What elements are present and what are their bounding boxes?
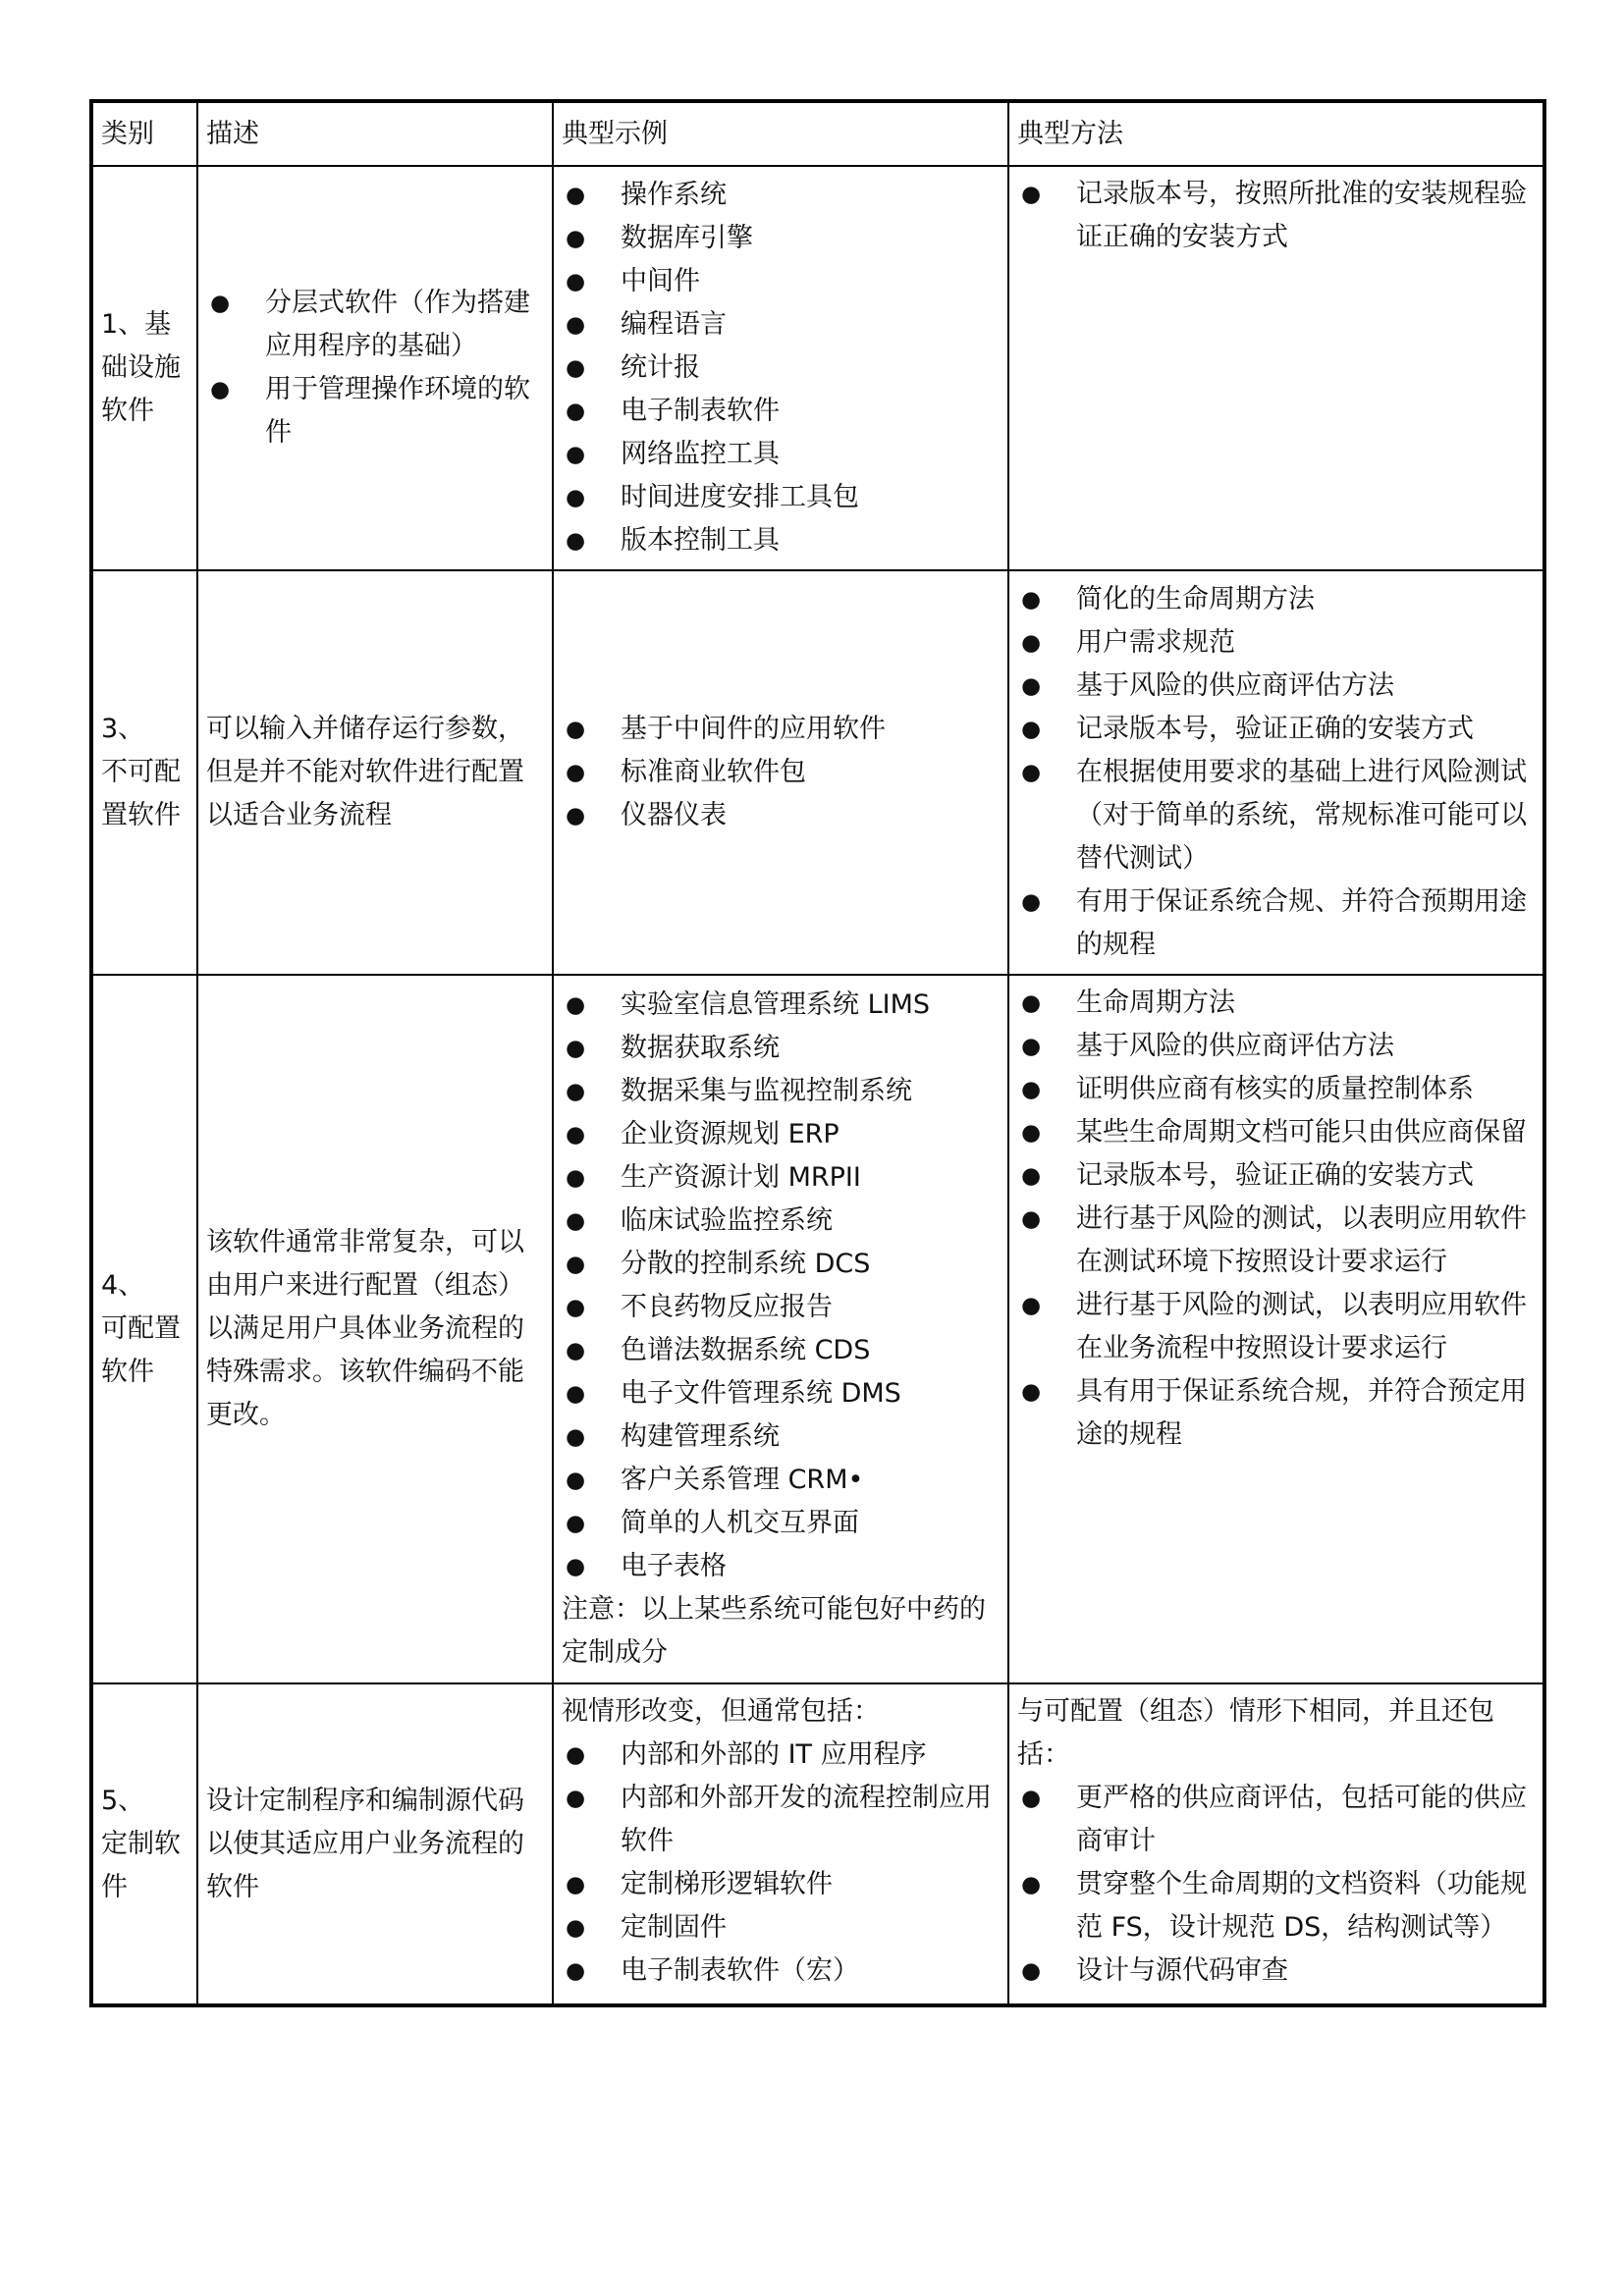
bullet-icon: ● bbox=[1021, 1077, 1042, 1102]
list-item bbox=[1017, 578, 1535, 621]
methods-list bbox=[1017, 1777, 1535, 1993]
list-item-text: 操作系统 bbox=[621, 180, 727, 210]
list-item-text: 生命周期方法 bbox=[1076, 988, 1235, 1018]
list-item-text: 分散的控制系统 DCS bbox=[621, 1249, 871, 1279]
bullet-icon: ● bbox=[566, 1295, 586, 1320]
bullet-icon: ● bbox=[1021, 1293, 1042, 1318]
methods-list bbox=[1017, 578, 1535, 967]
bullet-icon: ● bbox=[566, 1208, 586, 1234]
bullet-icon: ● bbox=[566, 1915, 586, 1941]
description-cell bbox=[197, 1683, 553, 2005]
list-item bbox=[562, 260, 1000, 303]
bullet-icon: ● bbox=[566, 1872, 586, 1897]
bullet-icon: ● bbox=[1021, 717, 1042, 742]
methods-intro: 与可配置（组态）情形下相同，并且还包括： bbox=[1017, 1696, 1494, 1770]
bullet-icon: ● bbox=[1021, 1034, 1042, 1059]
list-item bbox=[562, 1156, 1000, 1200]
examples-cell bbox=[553, 570, 1008, 975]
list-item bbox=[1017, 1370, 1535, 1457]
list-item-text: 仪器仪表 bbox=[621, 800, 727, 830]
list-item-text: 分层式软件（作为搭建应用程序的基础） bbox=[265, 288, 530, 361]
methods-cell bbox=[1008, 975, 1544, 1683]
bullet-icon: ● bbox=[210, 377, 231, 402]
bullet-icon: ● bbox=[566, 1424, 586, 1450]
bullet-icon: ● bbox=[1021, 889, 1042, 915]
list-item-text: 统计报 bbox=[621, 352, 700, 383]
list-item-text: 企业资源规划 ERP bbox=[621, 1119, 839, 1149]
list-item-text: 贯穿整个生命周期的文档资料（功能规范 FS，设计规范 DS，结构测试等） bbox=[1076, 1869, 1527, 1943]
list-item bbox=[1017, 982, 1535, 1025]
list-item bbox=[562, 347, 1000, 390]
list-item bbox=[206, 368, 544, 454]
list-item-text: 用于管理操作环境的软件 bbox=[265, 374, 530, 448]
bullet-icon: ● bbox=[1021, 673, 1042, 699]
list-item-text: 记录版本号，按照所批准的安装规程验证正确的安装方式 bbox=[1076, 179, 1527, 252]
list-item bbox=[1017, 1949, 1535, 1993]
list-item bbox=[562, 794, 1000, 837]
bullet-icon: ● bbox=[566, 1742, 586, 1768]
list-item-text: 定制梯形逻辑软件 bbox=[621, 1869, 833, 1899]
list-item bbox=[562, 1372, 1000, 1415]
list-item-text: 网络监控工具 bbox=[621, 439, 780, 469]
bullet-icon: ● bbox=[566, 1554, 586, 1579]
list-item-text: 色谱法数据系统 CDS bbox=[621, 1335, 871, 1365]
methods-list bbox=[1017, 173, 1535, 259]
list-item-text: 记录版本号，验证正确的安装方式 bbox=[1076, 1160, 1474, 1191]
list-item-text: 编程语言 bbox=[621, 309, 727, 340]
list-item bbox=[1017, 1025, 1535, 1068]
list-item bbox=[562, 1777, 1000, 1863]
bullet-icon: ● bbox=[1021, 630, 1042, 656]
bullet-icon: ● bbox=[566, 1036, 586, 1061]
bullet-icon: ● bbox=[566, 442, 586, 467]
list-item bbox=[1017, 1154, 1535, 1198]
list-item bbox=[562, 174, 1000, 217]
list-item bbox=[562, 708, 1000, 751]
description-cell bbox=[197, 975, 553, 1683]
list-item-text: 简单的人机交互界面 bbox=[621, 1508, 859, 1538]
bullet-icon: ● bbox=[566, 183, 586, 208]
bullet-icon: ● bbox=[1021, 1163, 1042, 1189]
examples-intro: 视情形改变，但通常包括： bbox=[562, 1696, 880, 1727]
list-item-text: 标准商业软件包 bbox=[621, 757, 806, 787]
methods-cell bbox=[1008, 570, 1544, 975]
bullet-icon: ● bbox=[566, 1468, 586, 1493]
bullet-icon: ● bbox=[566, 760, 586, 785]
bullet-icon: ● bbox=[566, 399, 586, 424]
bullet-icon: ● bbox=[566, 1958, 586, 1984]
bullet-icon: ● bbox=[1021, 760, 1042, 785]
table-header-row bbox=[91, 101, 1544, 166]
category-label: 3、 不可配置软件 bbox=[101, 714, 181, 830]
list-item bbox=[562, 1949, 1000, 1993]
description-text: 该软件通常非常复杂，可以由用户来进行配置（组态）以满足用户具体业务流程的特殊需求。该软件编码不能更改。 bbox=[206, 1227, 524, 1430]
list-item-text: 不良药物反应报告 bbox=[621, 1292, 833, 1322]
methods-list bbox=[1017, 982, 1535, 1457]
examples-cell bbox=[553, 166, 1008, 570]
table-row bbox=[91, 166, 1544, 570]
bullet-icon: ● bbox=[566, 1786, 586, 1811]
list-item bbox=[562, 1027, 1000, 1070]
bullet-icon: ● bbox=[566, 1122, 586, 1148]
bullet-icon: ● bbox=[566, 1511, 586, 1536]
list-item-text: 基于风险的供应商评估方法 bbox=[1076, 1031, 1394, 1061]
list-item-text: 定制固件 bbox=[621, 1912, 727, 1943]
list-item bbox=[562, 1459, 1000, 1502]
bullet-icon: ● bbox=[1021, 990, 1042, 1016]
list-item-text: 电子制表软件 bbox=[621, 396, 780, 426]
list-item-text: 电子文件管理系统 DMS bbox=[621, 1378, 901, 1409]
list-item-text: 实验室信息管理系统 LIMS bbox=[621, 989, 931, 1020]
list-item-text: 客户关系管理 CRM• bbox=[621, 1465, 864, 1495]
software-category-table bbox=[89, 99, 1546, 2007]
list-item-text: 设计与源代码审查 bbox=[1076, 1955, 1288, 1986]
header-description: 描述 bbox=[197, 101, 553, 166]
list-item bbox=[1017, 751, 1535, 881]
bullet-icon: ● bbox=[566, 226, 586, 251]
table-row bbox=[91, 1683, 1544, 2005]
list-item bbox=[1017, 173, 1535, 259]
list-item-text: 临床试验监控系统 bbox=[621, 1205, 833, 1236]
list-item-text: 证明供应商有核实的质量控制体系 bbox=[1076, 1074, 1474, 1104]
list-item-text: 基于中间件的应用软件 bbox=[621, 714, 886, 744]
list-item-text: 内部和外部的 IT 应用程序 bbox=[621, 1739, 927, 1770]
list-item bbox=[562, 1329, 1000, 1372]
list-item bbox=[562, 1243, 1000, 1286]
description-cell bbox=[197, 570, 553, 975]
list-item-text: 中间件 bbox=[621, 266, 700, 296]
list-item-text: 用户需求规范 bbox=[1076, 627, 1235, 658]
bullet-icon: ● bbox=[566, 269, 586, 294]
list-item bbox=[1017, 621, 1535, 665]
bullet-icon: ● bbox=[566, 528, 586, 554]
list-item bbox=[562, 476, 1000, 519]
examples-cell bbox=[553, 1683, 1008, 2005]
list-item bbox=[1017, 1777, 1535, 1863]
bullet-icon: ● bbox=[1021, 587, 1042, 613]
list-item bbox=[562, 1286, 1000, 1329]
list-item bbox=[1017, 1198, 1535, 1284]
list-item bbox=[562, 984, 1000, 1027]
list-item-text: 进行基于风险的测试，以表明应用软件在测试环境下按照设计要求运行 bbox=[1076, 1203, 1527, 1277]
bullet-icon: ● bbox=[1021, 1379, 1042, 1405]
list-item bbox=[562, 1113, 1000, 1156]
examples-list bbox=[562, 708, 1000, 837]
examples-list bbox=[562, 1734, 1000, 1993]
bullet-icon: ● bbox=[1021, 1120, 1042, 1146]
category-label: 1、基础设施软件 bbox=[101, 309, 181, 426]
list-item-text: 简化的生命周期方法 bbox=[1076, 584, 1315, 614]
bullet-icon: ● bbox=[1021, 1206, 1042, 1232]
bullet-icon: ● bbox=[566, 1079, 586, 1104]
bullet-icon: ● bbox=[566, 803, 586, 828]
list-item bbox=[562, 1070, 1000, 1113]
list-item-text: 有用于保证系统合规、并符合预期用途的规程 bbox=[1076, 886, 1527, 960]
bullet-icon: ● bbox=[566, 992, 586, 1018]
bullet-icon: ● bbox=[1021, 1872, 1042, 1897]
list-item-text: 数据获取系统 bbox=[621, 1033, 780, 1063]
description-text: 设计定制程序和编制源代码以使其适应用户业务流程的软件 bbox=[206, 1785, 524, 1902]
list-item-text: 时间进度安排工具包 bbox=[621, 482, 859, 512]
list-item-text: 内部和外部开发的流程控制应用软件 bbox=[621, 1783, 992, 1856]
list-item bbox=[562, 433, 1000, 476]
list-item bbox=[562, 303, 1000, 347]
bullet-icon: ● bbox=[566, 485, 586, 510]
list-item bbox=[562, 390, 1000, 433]
bullet-icon: ● bbox=[566, 1381, 586, 1407]
bullet-icon: ● bbox=[1021, 1958, 1042, 1984]
category-label: 4、 可配置软件 bbox=[101, 1270, 181, 1387]
category-label: 5、 定制软件 bbox=[101, 1785, 181, 1902]
category-cell bbox=[91, 1683, 197, 2005]
list-item bbox=[1017, 1284, 1535, 1370]
list-item bbox=[562, 751, 1000, 794]
bullet-icon: ● bbox=[566, 312, 586, 338]
table-row bbox=[91, 570, 1544, 975]
list-item bbox=[562, 1863, 1000, 1906]
methods-cell bbox=[1008, 1683, 1544, 2005]
list-item bbox=[562, 1200, 1000, 1243]
list-item bbox=[206, 282, 544, 368]
methods-cell bbox=[1008, 166, 1544, 570]
bullet-icon: ● bbox=[566, 355, 586, 381]
list-item bbox=[1017, 1863, 1535, 1949]
list-item bbox=[562, 217, 1000, 260]
list-item bbox=[1017, 881, 1535, 967]
description-list bbox=[206, 282, 544, 454]
list-item bbox=[1017, 708, 1535, 751]
header-examples: 典型示例 bbox=[553, 101, 1008, 166]
description-text: 可以输入并储存运行参数，但是并不能对软件进行配置以适合业务流程 bbox=[206, 714, 524, 830]
list-item-text: 某些生命周期文档可能只由供应商保留 bbox=[1076, 1117, 1527, 1148]
examples-list bbox=[562, 174, 1000, 562]
list-item-text: 电子制表软件（宏） bbox=[621, 1955, 859, 1986]
list-item-text: 数据采集与监视控制系统 bbox=[621, 1076, 912, 1106]
list-item bbox=[562, 1545, 1000, 1588]
list-item-text: 更严格的供应商评估，包括可能的供应商审计 bbox=[1076, 1783, 1527, 1856]
list-item-text: 在根据使用要求的基础上进行风险测试（对于简单的系统，常规标准可能可以替代测试） bbox=[1076, 757, 1527, 874]
header-methods: 典型方法 bbox=[1008, 101, 1544, 166]
bullet-icon: ● bbox=[566, 717, 586, 742]
list-item-text: 构建管理系统 bbox=[621, 1421, 780, 1452]
examples-list bbox=[562, 984, 1000, 1588]
list-item bbox=[562, 1415, 1000, 1459]
list-item bbox=[562, 1906, 1000, 1949]
list-item-text: 电子表格 bbox=[621, 1551, 727, 1581]
description-cell bbox=[197, 166, 553, 570]
table-row bbox=[91, 975, 1544, 1683]
bullet-icon: ● bbox=[566, 1252, 586, 1277]
category-cell bbox=[91, 975, 197, 1683]
list-item-text: 版本控制工具 bbox=[621, 525, 780, 556]
list-item bbox=[1017, 1068, 1535, 1111]
list-item-text: 记录版本号，验证正确的安装方式 bbox=[1076, 714, 1474, 744]
examples-cell bbox=[553, 975, 1008, 1683]
list-item bbox=[1017, 665, 1535, 708]
bullet-icon: ● bbox=[210, 291, 231, 316]
list-item bbox=[562, 519, 1000, 562]
list-item-text: 基于风险的供应商评估方法 bbox=[1076, 670, 1394, 701]
category-cell bbox=[91, 166, 197, 570]
list-item bbox=[562, 1734, 1000, 1777]
list-item-text: 数据库引擎 bbox=[621, 223, 753, 253]
category-cell bbox=[91, 570, 197, 975]
bullet-icon: ● bbox=[566, 1165, 586, 1191]
bullet-icon: ● bbox=[1021, 182, 1042, 207]
list-item bbox=[1017, 1111, 1535, 1154]
examples-note: 注意：以上某些系统可能包好中药的定制成分 bbox=[562, 1594, 986, 1668]
header-category: 类别 bbox=[91, 101, 197, 166]
bullet-icon: ● bbox=[566, 1338, 586, 1363]
list-item-text: 具有用于保证系统合规，并符合预定用途的规程 bbox=[1076, 1376, 1527, 1450]
list-item-text: 生产资源计划 MRPII bbox=[621, 1162, 861, 1193]
list-item-text: 进行基于风险的测试，以表明应用软件在业务流程中按照设计要求运行 bbox=[1076, 1290, 1527, 1363]
bullet-icon: ● bbox=[1021, 1786, 1042, 1811]
list-item bbox=[562, 1502, 1000, 1545]
